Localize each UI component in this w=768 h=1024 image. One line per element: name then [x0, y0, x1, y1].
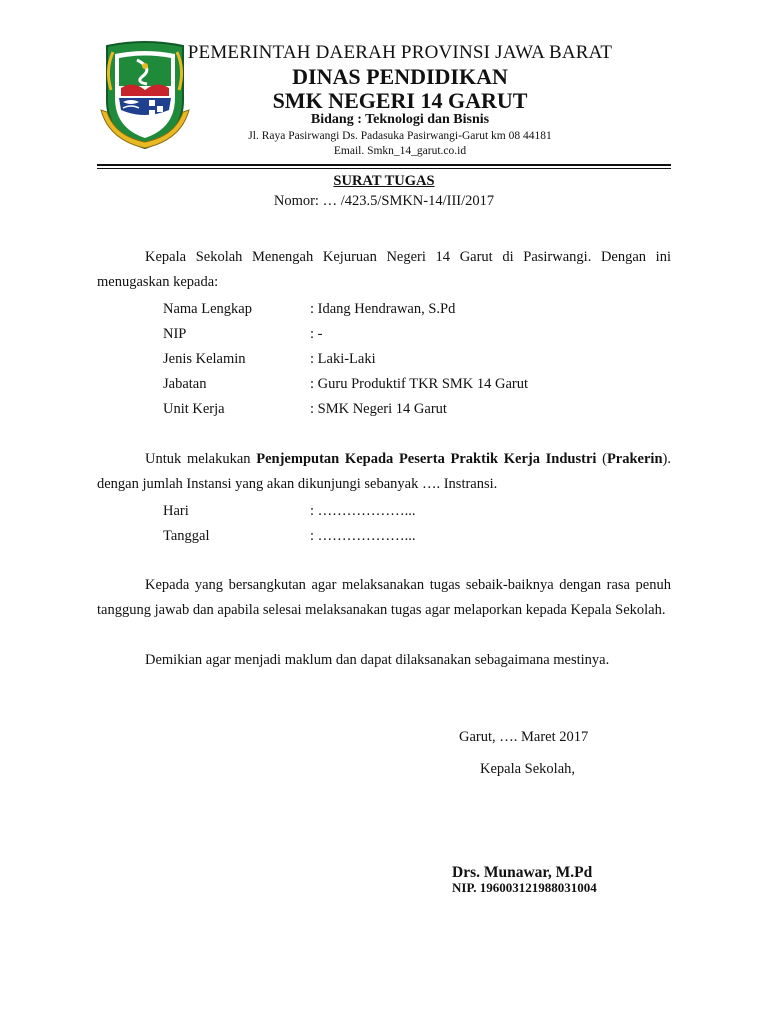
purpose-program: Prakerin — [606, 451, 663, 467]
document-number: Nomor: … /423.5/SMKN-14/III/2017 — [273, 193, 495, 209]
school-field: Bidang : Teknologi dan Bisnis — [310, 112, 490, 127]
purpose-open-paren: ( — [602, 451, 607, 467]
school-address: Jl. Raya Pasirwangi Ds. Padasuka Pasirwangi-Garut km 08 44181 — [248, 130, 552, 142]
schedule-value-day: : ………………... — [310, 503, 416, 519]
closing-paragraph: Kepada yang bersangkutan agar melaksanakan tugas sebaik-baiknya dengan rasa penuh tanggung jawab dan apabila selesai melaksanakan tugas agar melaporkan kepada Kepala Sekolah. — [97, 577, 671, 618]
field-value-nip: : - — [310, 326, 323, 342]
signatory-nip: NIP. 196003121988031004 — [452, 880, 597, 895]
schedule-label-day: Hari — [163, 503, 189, 519]
field-label-unit: Unit Kerja — [163, 401, 225, 417]
field-label-position: Jabatan — [163, 376, 207, 392]
signatory-name: Drs. Munawar, M.Pd — [452, 864, 593, 881]
signature-position: Kepala Sekolah, — [480, 761, 576, 777]
agency-name: DINAS PENDIDIKAN — [292, 64, 508, 89]
school-email: Email. Smkn_14_garut.co.id — [333, 145, 467, 157]
field-label-nip: NIP — [163, 326, 187, 342]
header-rule-thin — [97, 168, 671, 169]
document-title: SURAT TUGAS — [333, 173, 435, 189]
field-value-gender: : Laki-Laki — [310, 351, 376, 367]
field-label-name: Nama Lengkap — [163, 301, 252, 317]
government-name: PEMERINTAH DAERAH PROVINSI JAWA BARAT — [187, 42, 613, 63]
schedule-label-date: Tanggal — [163, 528, 210, 544]
signature-place-date: Garut, …. Maret 2017 — [459, 729, 589, 745]
field-value-position: : Guru Produktif TKR SMK 14 Garut — [310, 376, 529, 392]
purpose-paragraph — [97, 447, 671, 497]
field-value-unit: : SMK Negeri 14 Garut — [310, 401, 447, 417]
schedule-value-date: : ………………... — [310, 528, 416, 544]
intro-paragraph: Kepala Sekolah Menengah Kejuruan Negeri 14 Garut di Pasirwangi. Dengan ini menugaskan kepada: — [97, 249, 671, 290]
purpose-activity: Penjemputan Kepada Peserta Praktik Kerja Industri — [256, 451, 597, 467]
purpose-rest: ). dengan jumlah Instansi yang akan dikunjungi sebanyak …. Instransi. — [97, 451, 671, 492]
closing-statement: Demikian agar menjadi maklum dan dapat dilaksanakan sebagaimana mestinya. — [145, 652, 610, 668]
school-name: SMK NEGERI 14 GARUT — [272, 88, 528, 113]
field-label-gender: Jenis Kelamin — [163, 351, 246, 367]
field-value-name: : Idang Hendrawan, S.Pd — [310, 301, 456, 317]
purpose-lead: Untuk melakukan — [145, 451, 257, 467]
header-rule-thick — [97, 164, 671, 166]
